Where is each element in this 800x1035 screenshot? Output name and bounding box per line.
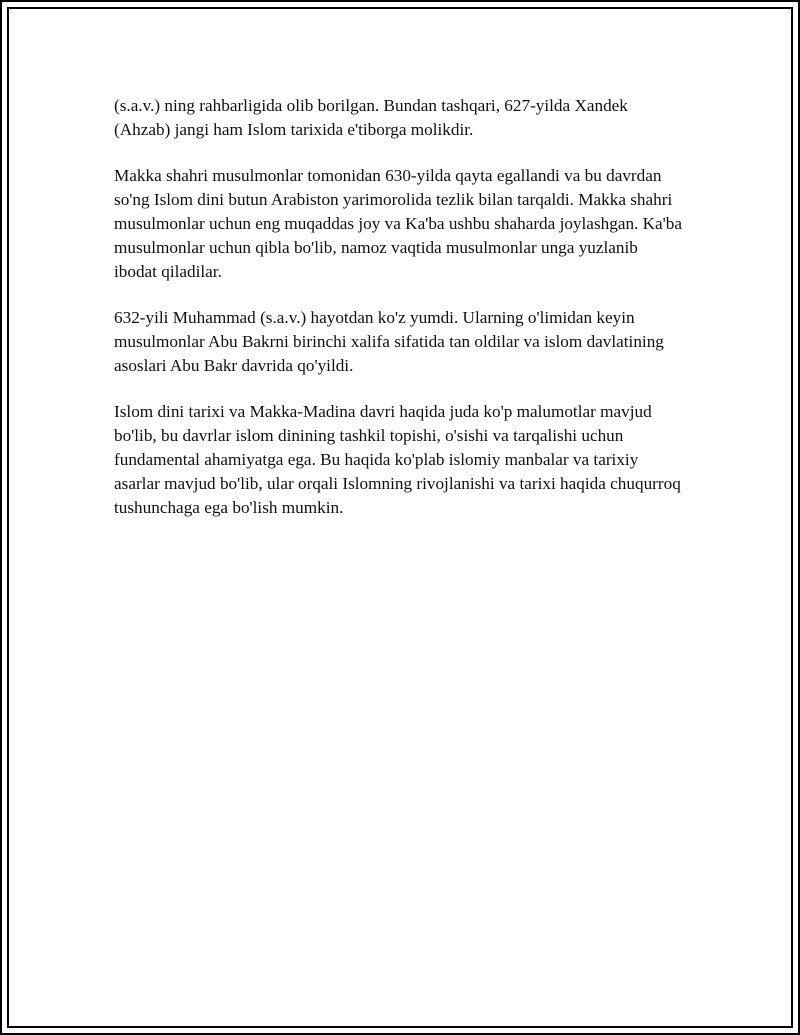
paragraph-4: Islom dini tarixi va Makka-Madina davri haqida juda ko'p malumotlar mavjud bo'lib, bu davrlar islom dinining tashkil topishi, o'sishi va tarqalishi uchun fundamental ahamiyatga ega. Bu haqida ko'plab islomiy manbalar va tarixiy asarlar mavjud bo'lib, ular orqali Islomning rivojlanishi va tarixi haqida chuqurroq tushunchaga ega bo'lish mumkin. <box>114 402 681 517</box>
document-body <box>114 94 684 542</box>
paragraph-2: Makka shahri musulmonlar tomonidan 630-yilda qayta egallandi va bu davrdan so'ng Islom dini butun Arabiston yarimorolida tezlik bilan tarqaldi. Makka shahri musulmonlar uchun eng muqaddas joy va Ka'ba ushbu shaharda joylashgan. Ka'ba musulmonlar uchun qibla bo'lib, namoz vaqtida musulmonlar unga yuzlanib ibodat qiladilar. <box>114 166 682 281</box>
paragraph-3: 632-yili Muhammad (s.a.v.) hayotdan ko'z yumdi. Ularning o'limidan keyin musulmonlar Abu Bakrni birinchi xalifa sifatida tan oldilar va islom davlatining asoslari Abu Bakr davrida qo'yildi. <box>114 308 664 375</box>
paragraph-1: (s.a.v.) ning rahbarligida olib borilgan. Bundan tashqari, 627-yilda Xandek (Ahzab) jangi ham Islom tarixida e'tiborga molikdir. <box>114 96 628 139</box>
